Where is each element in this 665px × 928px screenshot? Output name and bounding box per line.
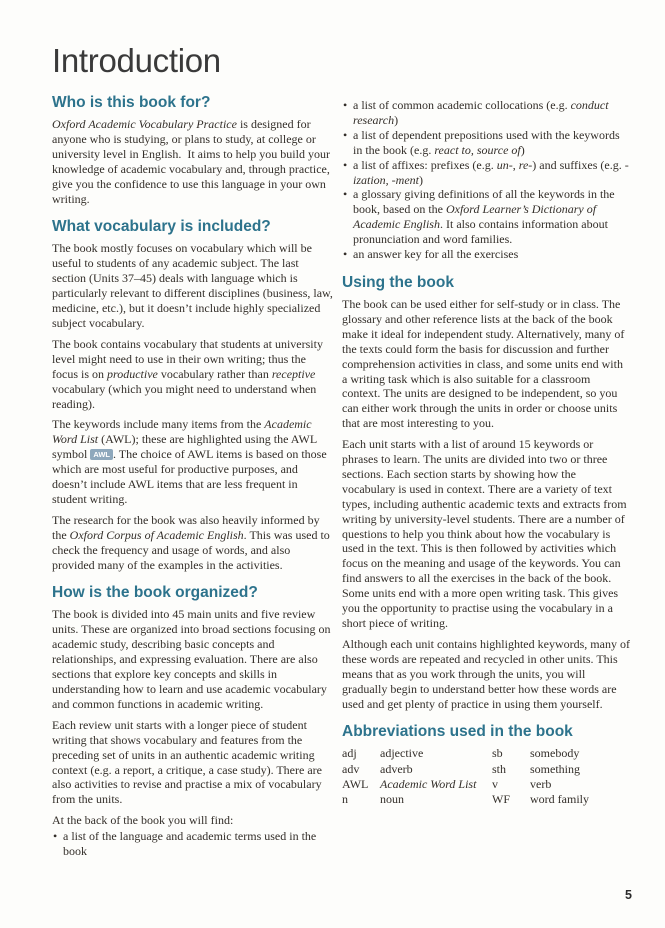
page-title: Introduction <box>52 42 221 79</box>
list-item-answer-key <box>342 247 631 262</box>
paragraph-who-1 <box>52 117 334 206</box>
text-run: Each review unit starts with a longer piece of student writing that shows vocabulary and features from the preceding set of units in an authentic academic writing context (e.g. a report, a critique, a case study). There are also activities to revise and practise a mix of vocabulary from the units. <box>52 717 322 807</box>
text-run: conduct research <box>353 98 609 127</box>
text-run: -ization, -ment <box>353 157 629 187</box>
text-run: a glossary giving definitions of all the keywords in the book, based on the <box>353 187 615 217</box>
text-run: ) <box>394 112 399 127</box>
abbreviations-table <box>342 746 631 807</box>
text-run: a list of dependent prepositions used with the keywords in the book (e.g. <box>353 127 620 157</box>
abbrev-row <box>342 746 484 761</box>
abbrev-term: noun <box>380 792 404 807</box>
text-run: a list of the language and academic terms used in the book <box>63 829 317 859</box>
abbrev-row <box>492 792 589 807</box>
paragraph-using-1 <box>342 297 631 431</box>
heading-abbreviations: Abbreviations used in the book <box>342 723 573 741</box>
abbreviations-group-left <box>342 746 484 807</box>
list-item-language-terms <box>52 829 334 859</box>
abbrev-term: adjective <box>380 746 424 761</box>
back-of-book-list-continued <box>342 98 631 262</box>
abbrev-code: sth <box>492 761 507 776</box>
text-run: (AWL); these are highlighted using the AWL symbol <box>52 432 317 462</box>
text-run: Although each unit contains highlighted keywords, many of these words are repeated and recycled in other units. This means that as you work through the units, you will gradually begin to understand better how these words are used and get plenty of practice in using them yourself. <box>342 636 630 711</box>
text-run: ) <box>419 172 423 187</box>
heading-who-is-this-book-for: Who is this book for? <box>52 94 211 111</box>
abbrev-code: AWL <box>342 776 369 791</box>
text-run: The book mostly focuses on vocabulary which will be useful to students of any academic subject. The last section (Units 37–45) deals with language which is particularly relevant to different disciplines (business, law, medicine, etc.), but it doesn’t include highly specialized subject vocabulary. <box>52 241 333 330</box>
heading-what-vocabulary-is-included: What vocabulary is included? <box>52 218 271 236</box>
abbrev-code: sb <box>492 746 503 761</box>
text-run: ) and suffixes (e.g. <box>532 157 625 172</box>
list-item-prepositions <box>342 128 631 158</box>
list-item-affixes <box>342 158 631 188</box>
left-column <box>52 89 334 865</box>
two-column-layout <box>52 89 631 865</box>
paragraph-what-2 <box>52 337 334 412</box>
text-run: vocabulary (which you might need to understand when reading). <box>52 381 317 411</box>
text-run: . The choice of AWL items is based on those which are most useful for productive purposes, and doesn’t include AWL items that are less frequent in student writing. <box>52 447 327 506</box>
text-run: productive <box>107 366 158 381</box>
list-item-glossary <box>342 187 631 247</box>
abbrev-term: word family <box>530 792 589 807</box>
text-run: Oxford Academic Vocabulary Practice <box>52 117 237 131</box>
abbreviations-group-right <box>492 746 589 807</box>
awl-symbol-badge: AWL <box>90 449 113 460</box>
heading-how-is-the-book-organized: How is the book organized? <box>52 584 258 602</box>
text-run: a list of affixes: prefixes (e.g. <box>353 157 497 172</box>
abbrev-row <box>492 762 589 777</box>
list-item-collocations <box>342 98 631 128</box>
text-run: an answer key for all the exercises <box>353 247 519 262</box>
text-run: At the back of the book you will find: <box>52 813 234 828</box>
paragraph-how-2 <box>52 718 334 807</box>
text-run: The book contains vocabulary that students at university level might need to use in their own writing; thus the focus is on <box>52 336 323 381</box>
text-run: ) <box>520 142 525 157</box>
text-run: Each unit starts with a list of around 15 keywords or phrases to learn. The units are divided into two or three sections. Each section starts by showing how the vocabulary is used in context. There are a variety of text types, including authentic academic texts and extracts from writing by university-level students. There are a number of questions to help you think about how the vocabulary is used in the text. This is then followed by activities which focus on the meaning and usage of the keywords. You can find answers to all the exercises in the back of the book. Some units end with a more open writing task. This gives you the opportunity to practise using the vocabulary in a short piece of writing. <box>342 437 627 630</box>
abbrev-term: somebody <box>530 746 580 761</box>
back-of-book-list <box>52 829 334 859</box>
heading-using-the-book: Using the book <box>342 273 454 291</box>
abbrev-row <box>342 762 484 777</box>
text-run: receptive <box>271 366 316 381</box>
paragraph-what-3 <box>52 417 334 506</box>
text-run: , <box>512 157 519 172</box>
abbrev-row <box>492 746 589 761</box>
abbrev-code: adj <box>342 746 357 761</box>
abbrev-row <box>342 792 484 807</box>
abbrev-term: something <box>530 761 580 776</box>
text-run: react to, source of <box>434 142 521 157</box>
text-run: Academic Word List <box>380 776 477 791</box>
text-run: un- <box>496 157 513 172</box>
paragraph-what-1 <box>52 241 334 330</box>
abbrev-code: v <box>492 776 498 791</box>
text-run: re- <box>518 157 533 172</box>
right-column <box>342 89 631 865</box>
text-run: vocabulary rather than <box>157 366 272 381</box>
text-run: The book can be used either for self-study or in class. The glossary and other reference lists at the back of the book make it ideal for independent study. Alternatively, many of the texts could form the basis for discussion and further comprehension activities in class, and some units end with a writing task which is also suitable for a classroom context. The units are designed to be independent, so you can either work through the units in order or choose units that are most interesting to you. <box>342 296 625 431</box>
text-run: The research for the book was also heavily informed by the <box>52 512 320 542</box>
text-run: Academic Word List <box>52 417 312 447</box>
abbrev-code: WF <box>492 792 510 807</box>
abbrev-code: adv <box>342 761 360 776</box>
paragraph-back-of-book-intro <box>52 813 334 828</box>
text-run: Oxford Learner’s Dictionary of Academic English <box>353 202 597 232</box>
text-run: is designed for anyone who is studying, or plans to study, at college or university level in English. It aims to help you build your knowledge of academic vocabulary and, through practice, give you the confidence to use this language in your own writing. <box>52 117 330 206</box>
abbrev-term <box>380 777 476 792</box>
text-run: The keywords include many items from the <box>52 417 265 432</box>
text-run: Oxford Corpus of Academic English <box>69 527 244 542</box>
abbrev-code: n <box>342 792 348 807</box>
abbrev-term: adverb <box>380 761 413 776</box>
paragraph-using-2 <box>342 437 631 631</box>
abbrev-term: verb <box>530 776 552 791</box>
abbrev-row <box>492 777 589 792</box>
text-run: a list of common academic collocations (e.g. <box>353 98 571 112</box>
paragraph-how-1 <box>52 607 334 711</box>
page-number: 5 <box>625 888 632 902</box>
text-run: . This was used to check the frequency and usage of words, and also provided many of the examples in the activities. <box>52 527 330 572</box>
paragraph-using-3 <box>342 637 631 712</box>
abbrev-row <box>342 777 484 792</box>
text-run: The book is divided into 45 main units and five review units. These are organized into broad sections focusing on academic study, describing basic concepts and relationships, and expressing evaluation. There are also sections that explore key concepts and skills in understanding how to learn and use academic vocabulary and common functions in academic writing. <box>52 607 331 711</box>
paragraph-what-4 <box>52 513 334 573</box>
text-run: . It also contains information about pronunciation and word families. <box>353 217 608 247</box>
